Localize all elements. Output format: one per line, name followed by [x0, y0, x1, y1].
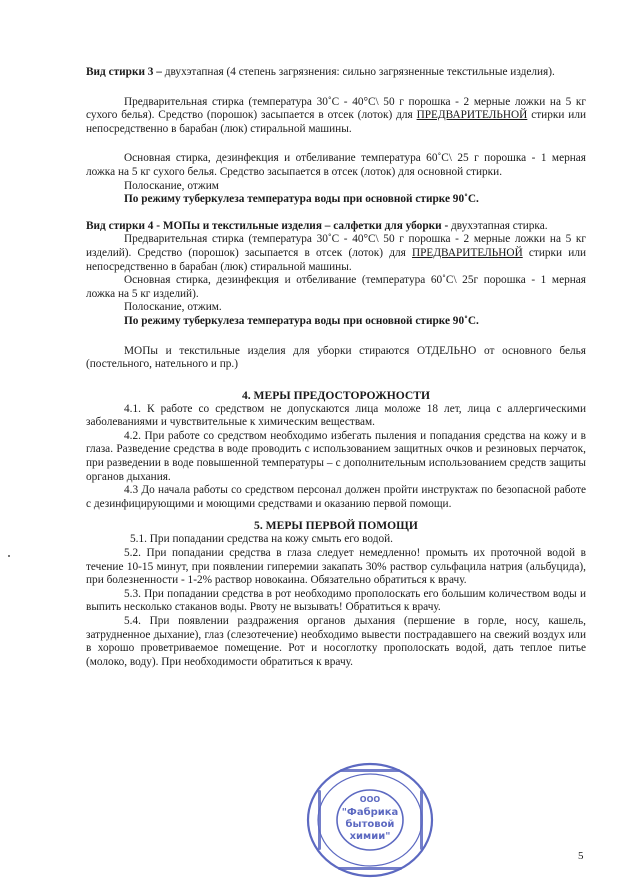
- stamp-line1: ООО: [359, 795, 381, 804]
- wash4-prewash: Предварительная стирка (температура 30˚С - 40°С\ 50 г порошка - 2 мерные ложки на 5 кг изделий). Средство (порошок) засыпается в отсек (лоток) для ПРЕДВАРИТЕЛЬНОЙ стирки или непосредственно в барабан (люк) стиральной машины.: [86, 233, 586, 273]
- wash3-main: Основная стирка, дезинфекция и отбеливание температура 60˚С\ 25 г порошка - 1 мерная ложка на 5 кг сухого белья. Средство засыпается в отсек (лоток) для основной стирки.: [86, 152, 586, 178]
- section4-heading: 4. МЕРЫ ПРЕДОСТОРОЖНОСТИ: [241, 388, 431, 402]
- stamp-line4: химии": [349, 831, 391, 842]
- company-seal-stamp: [304, 760, 436, 880]
- section4-p3: 4.3 До начала работы со средством персонал должен пройти инструктаж по безопасной работе с дезинфицирующими и моющими средствами и оказанию первой помощи.: [86, 484, 586, 510]
- section5-heading: 5. МЕРЫ ПЕРВОЙ ПОМОЩИ: [254, 519, 418, 533]
- section5-p2: 5.2. При попадании средства в глаза следует немедленно! промыть их проточной водой в течение 10-15 минут, при появлении гиперемии закапать 30% раствор сульфацила натрия (альбуцида), при болезненности - 1-2% раствор новокаина. Обязательно обратиться к врачу.: [86, 547, 586, 587]
- page-number: 5: [578, 850, 584, 862]
- wash4-rinse: Полоскание, отжим.: [124, 301, 222, 314]
- scan-speck: [8, 555, 10, 557]
- wash3-prewash: Предварительная стирка (температура 30˚С - 40°С\ 50 г порошка - 2 мерные ложки на 5 кг сухого белья). Средство (порошок) засыпается в отсек (лоток) для ПРЕДВАРИТЕЛЬНОЙ стирки или непосредственно в барабан (люк) стиральной машины.: [86, 95, 586, 135]
- section5-p4: 5.4. При появлении раздражения органов дыхания (першение в горле, носу, кашель, затрудненное дыхание), глаз (слезотечение) необходимо вывести пострадавшего на свежий воздух или в хорошо проветриваемое помещение. Рот и носоглотку прополоскать водой, дать теплое питье (молоко, воду). При необходимости обратиться к врачу.: [86, 615, 586, 668]
- section4-p1: 4.1. К работе со средством не допускаются лица моложе 18 лет, лица с аллергическими заболеваниями и чувствительные к химическим веществам.: [86, 402, 586, 429]
- section4-p2: 4.2. При работе со средством необходимо избегать пыления и попадания средства на кожу и в глаза. Разведение средства в воде проводить с использованием защитных очков и резиновых перчаток, при разведении в воде повышенной температуры – с дополнительным использованием средств защиты органов дыхания.: [86, 429, 586, 483]
- wash4-tb: По режиму туберкулеза температура воды при основной стирке 90˚С.: [124, 314, 479, 327]
- wash4-main: Основная стирка, дезинфекция и отбеливание (температура 60˚С\ 25г порошка - 1 мерная ложка на 5 кг изделий).: [86, 274, 586, 300]
- wash4-note: МОПы и текстильные изделия для уборки стираются ОТДЕЛЬНО от основного белья (постельного, нательного и пр.): [86, 344, 586, 371]
- stamp-line2: "Фабрика: [341, 807, 399, 818]
- wash3-rinse: Полоскание, отжим: [124, 179, 219, 192]
- stamp-line3: бытовой: [345, 819, 395, 830]
- wash3-tb: По режиму туберкулеза температура воды при основной стирке 90˚С.: [124, 193, 479, 206]
- wash3-title: Вид стирки 3 – двухэтапная (4 степень загрязнения: сильно загрязненные текстильные изделия).: [86, 66, 555, 78]
- section5-p3: 5.3. При попадании средства в рот необходимо прополоскать его большим количеством воды и выпить несколько стаканов воды. Рвоту не вызывать! Обратиться к врачу.: [86, 587, 586, 614]
- section5-p1: 5.1. При попадании средства на кожу смыть его водой.: [130, 533, 393, 546]
- document-body: [86, 66, 586, 669]
- wash4-title: Вид стирки 4 - МОПы и текстильные изделия – салфетки для уборки - двухэтапная стирка.: [86, 219, 548, 232]
